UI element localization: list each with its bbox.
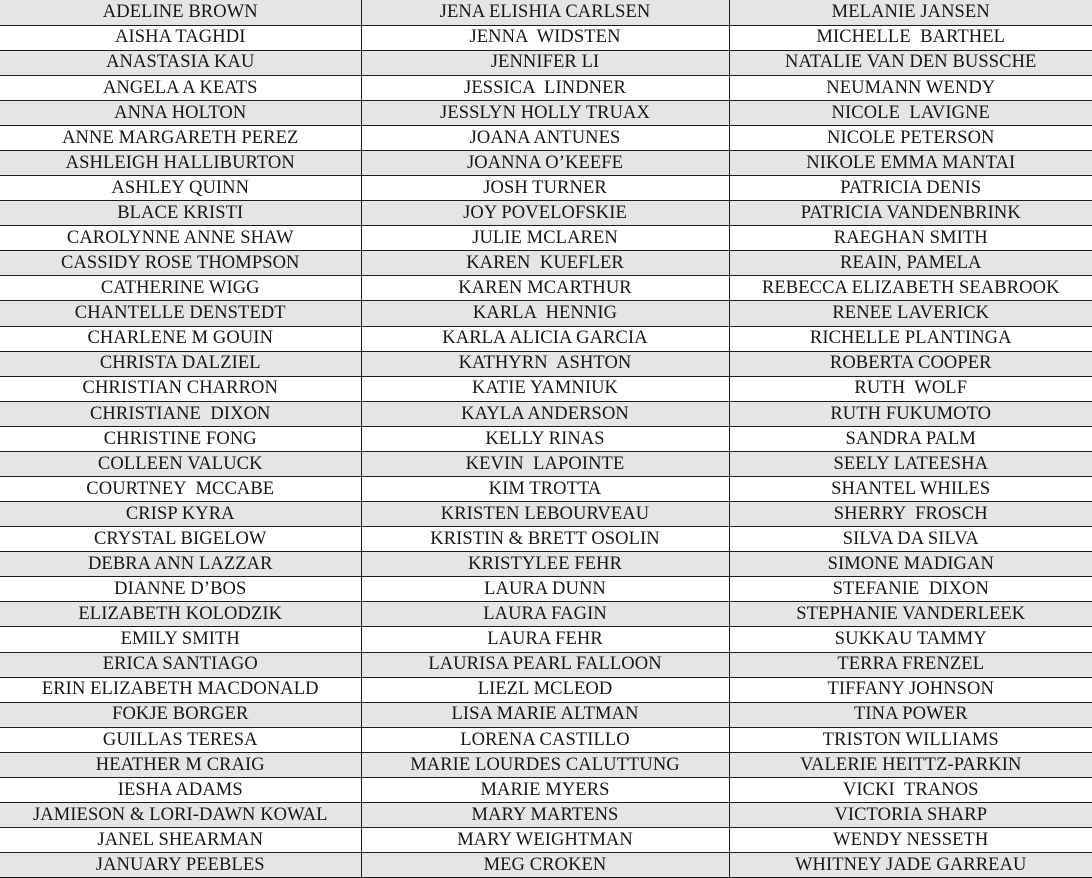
name-cell: PATRICIA DENIS [729, 176, 1092, 201]
name-cell: KEVIN LAPOINTE [361, 451, 729, 476]
name-cell: ERICA SANTIAGO [0, 652, 361, 677]
name-cell: KRISTIN & BRETT OSOLIN [361, 527, 729, 552]
table-row [0, 828, 1092, 853]
table-row [0, 201, 1092, 226]
name-cell: KATIE YAMNIUK [361, 376, 729, 401]
name-cell: RENEE LAVERICK [729, 301, 1092, 326]
name-cell: STEFANIE DIXON [729, 577, 1092, 602]
name-cell: AISHA TAGHDI [0, 25, 361, 50]
name-cell: ELIZABETH KOLODZIK [0, 602, 361, 627]
table-row [0, 803, 1092, 828]
name-cell: CHRISTA DALZIEL [0, 351, 361, 376]
name-cell: REAIN, PAMELA [729, 251, 1092, 276]
name-cell: ADELINE BROWN [0, 0, 361, 25]
name-cell: RICHELLE PLANTINGA [729, 326, 1092, 351]
name-cell: JAMIESON & LORI-DAWN KOWAL [0, 803, 361, 828]
name-cell: MELANIE JANSEN [729, 0, 1092, 25]
name-cell: LORENA CASTILLO [361, 727, 729, 752]
name-cell: KELLY RINAS [361, 426, 729, 451]
name-cell: SIMONE MADIGAN [729, 552, 1092, 577]
name-cell: JENNA WIDSTEN [361, 25, 729, 50]
name-cell: NICOLE PETERSON [729, 125, 1092, 150]
name-cell: CRYSTAL BIGELOW [0, 527, 361, 552]
name-cell: IESHA ADAMS [0, 777, 361, 802]
name-cell: VICTORIA SHARP [729, 803, 1092, 828]
name-cell: CAROLYNNE ANNE SHAW [0, 226, 361, 251]
name-cell: MARY MARTENS [361, 803, 729, 828]
name-cell: GUILLAS TERESA [0, 727, 361, 752]
name-cell: CHRISTIANE DIXON [0, 401, 361, 426]
table-row [0, 702, 1092, 727]
table-row [0, 677, 1092, 702]
name-cell: RAEGHAN SMITH [729, 226, 1092, 251]
table-row [0, 426, 1092, 451]
name-cell: JANEL SHEARMAN [0, 828, 361, 853]
name-cell: VALERIE HEITTZ-PARKIN [729, 752, 1092, 777]
name-cell: SEELY LATEESHA [729, 451, 1092, 476]
name-cell: MICHELLE BARTHEL [729, 25, 1092, 50]
table-row [0, 301, 1092, 326]
name-cell: WHITNEY JADE GARREAU [729, 853, 1092, 878]
name-cell: CHRISTIAN CHARRON [0, 376, 361, 401]
name-cell: LAURA DUNN [361, 577, 729, 602]
name-cell: KAREN MCARTHUR [361, 276, 729, 301]
name-cell: ANASTASIA KAU [0, 50, 361, 75]
name-cell: CASSIDY ROSE THOMPSON [0, 251, 361, 276]
name-cell: NICOLE LAVIGNE [729, 100, 1092, 125]
name-cell: JOSH TURNER [361, 176, 729, 201]
name-cell: MEG CROKEN [361, 853, 729, 878]
name-cell: TERRA FRENZEL [729, 652, 1092, 677]
name-cell: KIM TROTTA [361, 476, 729, 501]
name-cell: DIANNE D’BOS [0, 577, 361, 602]
name-cell: CATHERINE WIGG [0, 276, 361, 301]
name-cell: EMILY SMITH [0, 627, 361, 652]
name-cell: ANNA HOLTON [0, 100, 361, 125]
name-cell: MARIE LOURDES CALUTTUNG [361, 752, 729, 777]
name-cell: ERIN ELIZABETH MACDONALD [0, 677, 361, 702]
name-cell: LIEZL MCLEOD [361, 677, 729, 702]
table-row [0, 451, 1092, 476]
name-cell: CHRISTINE FONG [0, 426, 361, 451]
name-cell: NIKOLE EMMA MANTAI [729, 150, 1092, 175]
name-cell: TIFFANY JOHNSON [729, 677, 1092, 702]
name-cell: JESSLYN HOLLY TRUAX [361, 100, 729, 125]
name-cell: JULIE MCLAREN [361, 226, 729, 251]
table-row [0, 376, 1092, 401]
name-cell: KAREN KUEFLER [361, 251, 729, 276]
name-cell: JENNIFER LI [361, 50, 729, 75]
name-cell: ROBERTA COOPER [729, 351, 1092, 376]
name-cell: KARLA HENNIG [361, 301, 729, 326]
name-cell: RUTH FUKUMOTO [729, 401, 1092, 426]
table-row [0, 351, 1092, 376]
name-cell: REBECCA ELIZABETH SEABROOK [729, 276, 1092, 301]
table-row [0, 226, 1092, 251]
name-cell: LAURA FEHR [361, 627, 729, 652]
name-cell: VICKI TRANOS [729, 777, 1092, 802]
name-cell: MARY WEIGHTMAN [361, 828, 729, 853]
table-row [0, 50, 1092, 75]
name-cell: JENA ELISHIA CARLSEN [361, 0, 729, 25]
name-cell: JOY POVELOFSKIE [361, 201, 729, 226]
name-cell: KRISTYLEE FEHR [361, 552, 729, 577]
table-row [0, 527, 1092, 552]
table-row [0, 627, 1092, 652]
table-row [0, 401, 1092, 426]
table-row [0, 577, 1092, 602]
name-cell: JOANA ANTUNES [361, 125, 729, 150]
name-cell: LAURISA PEARL FALLOON [361, 652, 729, 677]
name-cell: ANGELA A KEATS [0, 75, 361, 100]
name-cell: JOANNA O’KEEFE [361, 150, 729, 175]
table-row [0, 25, 1092, 50]
name-cell: NEUMANN WENDY [729, 75, 1092, 100]
table-row [0, 100, 1092, 125]
table-row [0, 652, 1092, 677]
table-row [0, 727, 1092, 752]
name-cell: JESSICA LINDNER [361, 75, 729, 100]
name-cell: TINA POWER [729, 702, 1092, 727]
table-row [0, 552, 1092, 577]
name-cell: SILVA DA SILVA [729, 527, 1092, 552]
table-row [0, 777, 1092, 802]
table-row [0, 125, 1092, 150]
table-row [0, 476, 1092, 501]
name-cell: FOKJE BORGER [0, 702, 361, 727]
table-row [0, 326, 1092, 351]
name-cell: NATALIE VAN DEN BUSSCHE [729, 50, 1092, 75]
name-cell: ANNE MARGARETH PEREZ [0, 125, 361, 150]
name-cell: KATHYRN ASHTON [361, 351, 729, 376]
name-cell: SUKKAU TAMMY [729, 627, 1092, 652]
name-cell: ASHLEIGH HALLIBURTON [0, 150, 361, 175]
name-cell: KARLA ALICIA GARCIA [361, 326, 729, 351]
name-cell: CHARLENE M GOUIN [0, 326, 361, 351]
name-cell: KRISTEN LEBOURVEAU [361, 502, 729, 527]
table-row [0, 752, 1092, 777]
name-cell: COURTNEY MCCABE [0, 476, 361, 501]
table-row [0, 853, 1092, 878]
table-row [0, 502, 1092, 527]
name-cell: WENDY NESSETH [729, 828, 1092, 853]
name-cell: PATRICIA VANDENBRINK [729, 201, 1092, 226]
name-cell: RUTH WOLF [729, 376, 1092, 401]
table-row [0, 176, 1092, 201]
name-cell: TRISTON WILLIAMS [729, 727, 1092, 752]
name-cell: SHERRY FROSCH [729, 502, 1092, 527]
name-cell: BLACE KRISTI [0, 201, 361, 226]
table-row [0, 602, 1092, 627]
table-row [0, 251, 1092, 276]
name-cell: SHANTEL WHILES [729, 476, 1092, 501]
name-cell: LISA MARIE ALTMAN [361, 702, 729, 727]
name-cell: CHANTELLE DENSTEDT [0, 301, 361, 326]
name-cell: STEPHANIE VANDERLEEK [729, 602, 1092, 627]
table-row [0, 75, 1092, 100]
table-row [0, 276, 1092, 301]
name-cell: KAYLA ANDERSON [361, 401, 729, 426]
name-cell: SANDRA PALM [729, 426, 1092, 451]
table-row [0, 0, 1092, 25]
name-cell: DEBRA ANN LAZZAR [0, 552, 361, 577]
name-cell: LAURA FAGIN [361, 602, 729, 627]
name-cell: MARIE MYERS [361, 777, 729, 802]
name-cell: JANUARY PEEBLES [0, 853, 361, 878]
name-cell: CRISP KYRA [0, 502, 361, 527]
name-cell: ASHLEY QUINN [0, 176, 361, 201]
table-row [0, 150, 1092, 175]
name-cell: HEATHER M CRAIG [0, 752, 361, 777]
name-cell: COLLEEN VALUCK [0, 451, 361, 476]
